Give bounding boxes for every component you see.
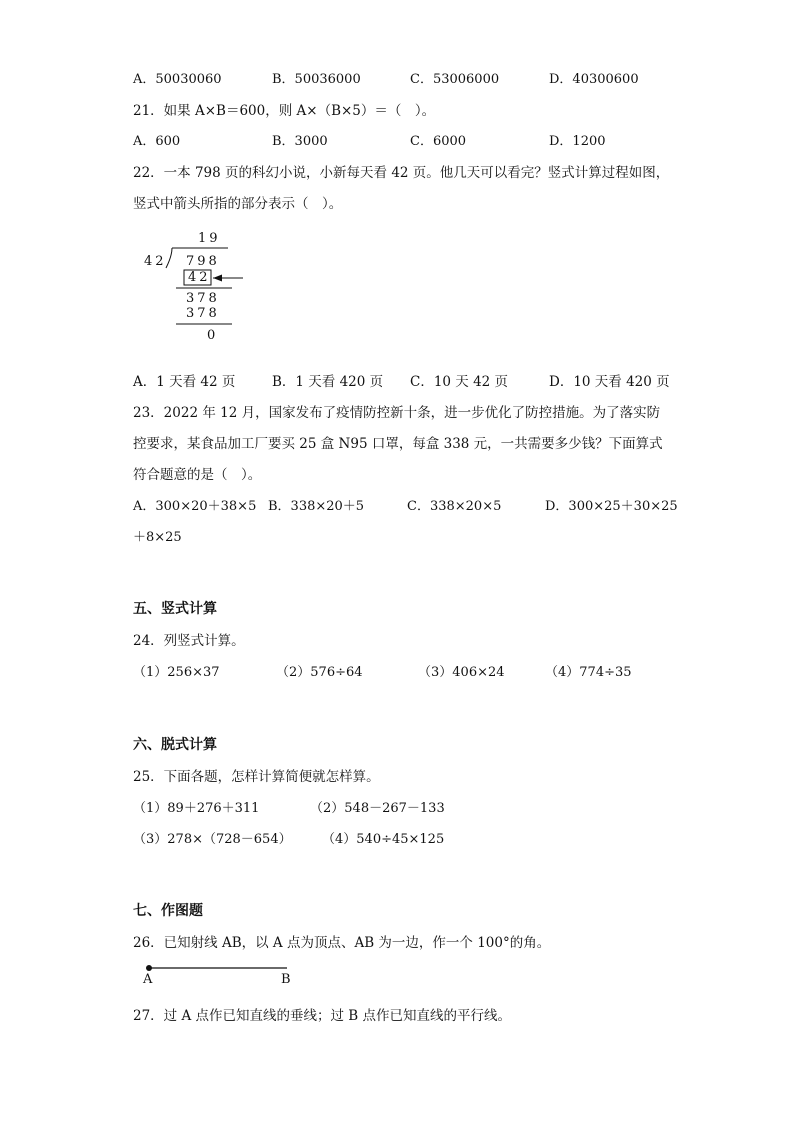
label-a: A: [143, 972, 153, 987]
q24-item-1: （1）256×37: [133, 665, 220, 680]
q23-line1: 23．2022 年 12 月，国家发布了疫情防控新十条，进一步优化了防控措施。为了落实防: [133, 405, 661, 421]
q23-line3: 符合题意的是（ ）。: [133, 467, 262, 483]
divisor: 42: [144, 254, 167, 269]
q25-item-2: （2）548－267－133: [310, 801, 445, 816]
boxed-partial: 42: [188, 270, 211, 285]
section-5-title: 五、竖式计算: [133, 601, 217, 617]
q20-option-c: C．53006000: [410, 72, 500, 87]
partial-1: 378: [186, 291, 220, 306]
q24-item-3: （3）406×24: [418, 665, 505, 680]
q24-item-2: （2）576÷64: [276, 665, 363, 680]
q23-option-d-cont: ＋8×25: [133, 530, 182, 545]
q24-text: 24．列竖式计算。: [133, 633, 245, 649]
q21-option-d: D．1200: [549, 134, 606, 149]
remainder: 0: [207, 328, 219, 343]
q22-option-a: A．1 天看 42 页: [133, 374, 236, 390]
q22-line2: 竖式中箭头所指的部分表示（ ）。: [133, 196, 343, 212]
q20-option-d: D．40300600: [549, 72, 639, 87]
q23-option-c: C．338×20×5: [407, 499, 502, 514]
q20-option-a: A．50030060: [133, 72, 222, 87]
partial-2: 378: [186, 306, 220, 321]
q21-option-a: A．600: [133, 134, 181, 149]
q25-text: 25．下面各题，怎样计算简便就怎样算。: [133, 769, 380, 785]
q25-item-1: （1）89＋276＋311: [133, 801, 260, 816]
section-7-title: 七、作图题: [133, 903, 203, 919]
q24-item-4: （4）774÷35: [545, 665, 632, 680]
q25-item-4: （4）540÷45×125: [322, 832, 445, 847]
q22-option-d: D．10 天看 420 页: [549, 374, 670, 390]
q23-line2: 控要求，某食品加工厂要买 25 盒 N95 口罩，每盒 338 元，一共需要多少钱？下面算式: [133, 436, 663, 452]
q25-item-3: （3）278×（728－654）: [133, 832, 292, 847]
q23-option-d: D．300×25＋30×25: [545, 499, 678, 514]
q27-text: 27．过 A 点作已知直线的垂线；过 B 点作已知直线的平行线。: [133, 1008, 512, 1024]
q21-option-b: B．3000: [272, 134, 328, 149]
label-b: B: [281, 972, 291, 987]
quotient: 19: [198, 231, 221, 246]
section-6-title: 六、脱式计算: [133, 737, 217, 753]
q23-option-b: B．338×20＋5: [268, 499, 365, 514]
q20-option-b: B．50036000: [272, 72, 361, 87]
q21-option-c: C．6000: [410, 134, 467, 149]
q26-text: 26．已知射线 AB，以 A 点为顶点、AB 为一边，作一个 100°的角。: [133, 935, 551, 951]
q22-line1: 22．一本 798 页的科幻小说，小新每天看 42 页。他几天可以看完？竖式计算过程如图，: [133, 165, 670, 181]
point-a: [146, 965, 152, 971]
q21-text: 21．如果 A×B＝600，则 A×（B×5）＝（ ）。: [133, 103, 436, 119]
q22-option-c: C．10 天 42 页: [410, 374, 509, 390]
dividend: 798: [186, 254, 220, 269]
q23-option-a: A．300×20＋38×5: [133, 499, 257, 514]
q22-option-b: B．1 天看 420 页: [272, 374, 384, 390]
